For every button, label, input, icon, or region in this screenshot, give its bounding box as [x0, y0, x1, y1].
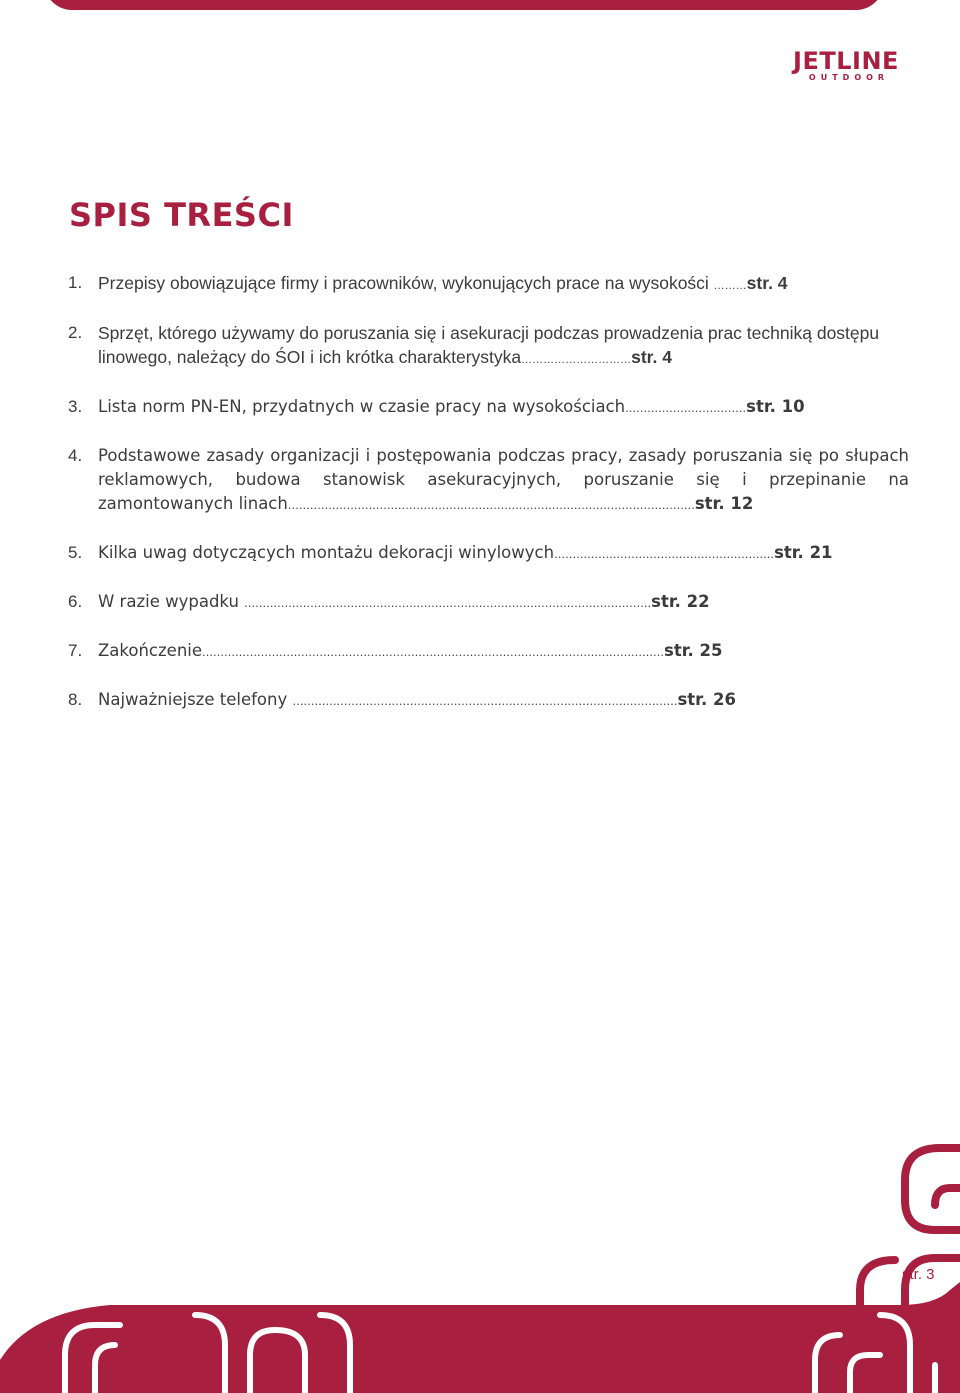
toc-leader: …………………………………………………………………………………………………	[244, 597, 652, 610]
toc-leader: ………………………………………………………………………………………………………………	[202, 646, 665, 659]
toc-number: 5.	[68, 543, 83, 562]
page-title: SPIS TREŚCI	[69, 196, 294, 234]
toc-number: 6.	[68, 592, 83, 611]
toc-page: str. 26	[677, 690, 736, 709]
toc-item-2	[68, 321, 909, 372]
toc-page: str. 12	[694, 494, 754, 513]
toc-page: str. 10	[746, 397, 805, 416]
toc-item-4	[68, 444, 909, 518]
toc-number: 4.	[68, 446, 83, 465]
toc-leader: ……………………………	[625, 402, 747, 415]
toc-leader: ………	[713, 280, 747, 292]
toc-item-7	[68, 639, 909, 665]
page-number: str. 3	[902, 1266, 935, 1283]
jetline-logo	[790, 48, 902, 82]
toc-item-8	[68, 688, 909, 714]
toc-leader: ……………………………………………………	[554, 548, 775, 561]
toc-number: 7.	[68, 641, 83, 660]
toc-number: 1.	[68, 273, 83, 292]
toc-title: Sprzęt, którego używamy do poruszania się i asekuracji podczas prowadzenia prac techniką dostępu linowego, należący do ŚOI i ich krótka charakterystyka	[98, 323, 880, 367]
table-of-contents	[68, 271, 909, 737]
toc-title: Podstawowe zasady organizacji i postępowania podczas pracy, zasady poruszania się po słupach reklamowych, budowa stanowisk asekuracyjnych, poruszanie się i przepinanie na zamontowanych linach	[98, 446, 909, 513]
toc-item-1	[68, 271, 909, 298]
toc-title: Lista norm PN-EN, przydatnych w czasie pracy na wysokościach	[98, 397, 626, 416]
toc-page: str. 4	[631, 347, 672, 367]
toc-title: Najważniejsze telefony	[98, 690, 293, 709]
toc-number: 3.	[68, 397, 83, 416]
toc-title: Kilka uwag dotyczących montażu dekoracji winylowych	[98, 543, 555, 562]
toc-number: 8.	[68, 690, 83, 709]
toc-leader: …………………………	[521, 354, 632, 366]
toc-item-3	[68, 395, 909, 421]
rope-pattern-graphic	[0, 1140, 960, 1393]
footer-decoration	[0, 1140, 960, 1393]
toc-title: W razie wypadku	[98, 592, 245, 611]
toc-item-5	[68, 541, 909, 567]
toc-title: Zakończenie	[98, 641, 203, 660]
toc-page: str. 25	[664, 641, 723, 660]
toc-page: str. 22	[651, 592, 710, 611]
toc-page: str. 4	[746, 273, 788, 293]
toc-item-6	[68, 590, 909, 616]
top-decorative-band	[44, 0, 884, 10]
logo-subtitle: OUTDOOR	[808, 73, 890, 82]
toc-leader: …………………………………………………………………………………………………	[287, 499, 695, 512]
toc-number: 2.	[68, 323, 83, 342]
toc-title: Przepisy obowiązujące firmy i pracowników, wykonujących prace na wysokości	[98, 273, 714, 293]
toc-page: str. 21	[774, 543, 833, 562]
logo-wordmark: JETLINE	[793, 47, 899, 75]
toc-leader: ……………………………………………………………………………………………	[292, 695, 678, 708]
